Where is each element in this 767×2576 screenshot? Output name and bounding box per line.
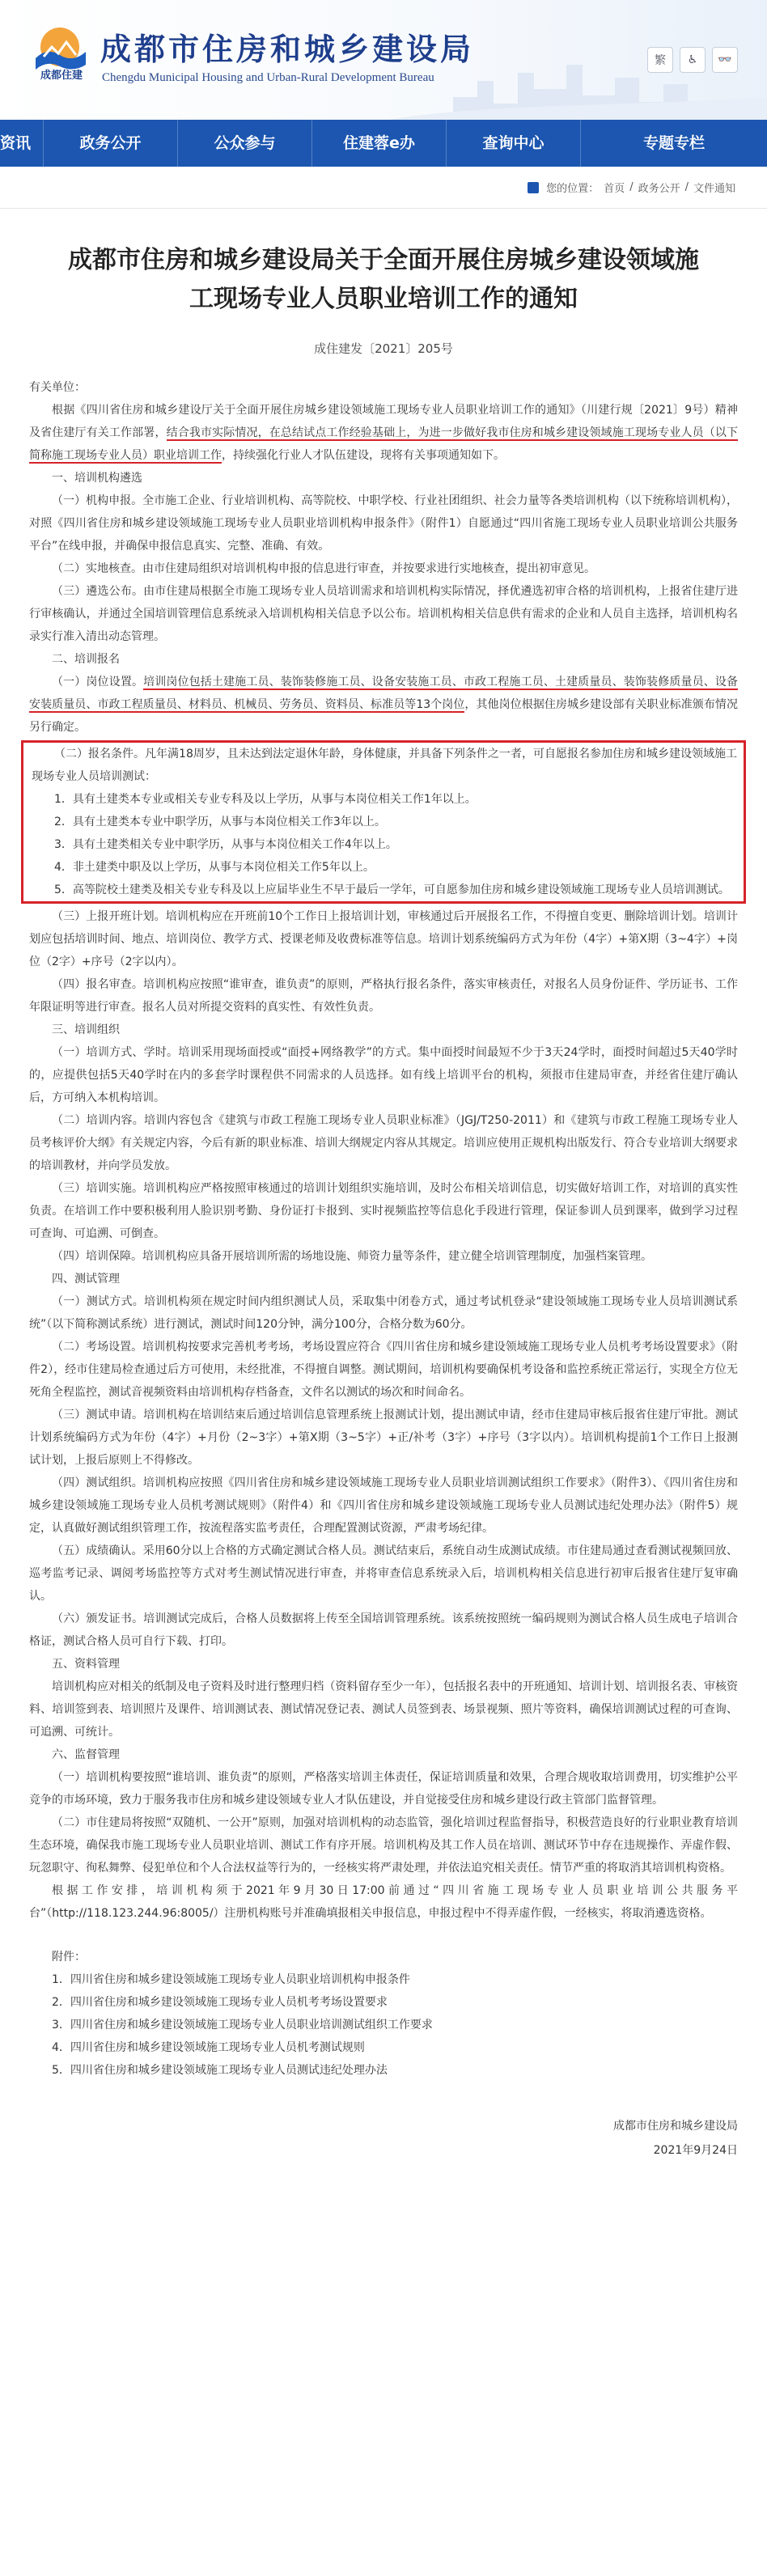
paragraph: （四）培训保障。培训机构应具备开展培训所需的场地设施、师资力量等条件，建立健全培训管理制度，加强档案管理。 — [52, 1250, 652, 1263]
paragraph: （二）培训内容。培训内容包含《建筑与市政工程施工现场专业人员职业标准》（JGJ/T250-2011）和《建筑与市政工程施工现场专业人员考核评价大纲》有关规定内容，今后有新的职业标准、培训大纲规定内容从其规定。培训应使用正规机构出版发行、符合专业培训大纲要求的培训教材，并向学员发放。 — [29, 1114, 738, 1172]
location-icon — [528, 182, 539, 193]
nav-item-gov-affairs[interactable]: 政务公开 — [44, 120, 178, 167]
accessibility-tools — [647, 47, 738, 73]
section-heading: 六、监督管理 — [52, 1748, 120, 1761]
intro-paragraph: 根据《四川省住房和城乡建设厅关于全面开展住房城乡建设领域施工现场专业人员职业培训工作的通知》（川建行规〔2021〕9号）精神及省住建厅有关工作部署，结合我市实际情况，在总结试点工作经验基础上，为进一步做好我市住房和城乡建设领域施工现场专业人员（以下简称施工现场专业人员）职业培训工作，持续强化行业人才队伍建设，现将有关事项通知如下。 — [29, 404, 739, 462]
paragraph: （五）成绩确认。采用60分以上合格的方式确定测试合格人员。测试结束后，系统自动生成测试成绩。市住建局通过查看测试视频回放、巡考监考记录、调阅考场监控等方式对考生测试情况进行审查，并将审查信息系统录入后，培训机构相关信息进行初审后报省住建厅复审确认。 — [29, 1544, 738, 1603]
nav-item-public-participation[interactable]: 公众参与 — [178, 120, 312, 167]
paragraph: （一）机构申报。全市施工企业、行业培训机构、高等院校、中职学校、行业社团组织、社会力量等各类培训机构（以下统称培训机构），对照《四川省住房和城乡建设领域施工现场专业人员职业培训机构申报条件》（附件1）自愿通过“四川省施工现场专业人员职业培训公共服务平台”在线申报，并确保申报信息真实、完整、准确、有效。 — [29, 494, 738, 553]
paragraph: （二）市住建局将按照“双随机、一公开”原则，加强对培训机构的动态监管，强化培训过程监督指导，积极营造良好的行业职业教育培训生态环境，确保我市施工现场专业人员职业培训、测试工作有序开展。培训机构及其工作人员在培训、测试环节中存在违规操作、弄虚作假、玩忽职守、徇私舞弊、侵犯单位和个人合法权益等行为的，一经核实将严肃处理，并依法追究相关责任。情节严重的将取消其培训机构资格。 — [29, 1816, 738, 1875]
paragraph: （二）实地核查。由市住建局组织对培训机构申报的信息进行审查，并按要求进行实地核查，提出初审意见。 — [52, 562, 595, 575]
article-body — [29, 376, 738, 2163]
nav-item-news[interactable]: 资讯 — [0, 120, 44, 167]
section-heading: 四、测试管理 — [52, 1273, 120, 1286]
attachments-label: 附件： — [52, 1951, 86, 1964]
paragraph: （一）测试方式。培训机构须在规定时间内组织测试人员，采取集中闭卷方式，通过考试机登录“建设领域施工现场专业人员培训测试系统”（以下简称测试系统）进行测试，测试时间120分钟，满分100分，合格分数为60分。 — [29, 1295, 738, 1331]
nav-item-special-topics[interactable]: 专题专栏 — [642, 134, 705, 152]
paragraph: （一）岗位设置。培训岗位包括土建施工员、装饰装修施工员、设备安装施工员、市政工程施工员、土建质量员、装饰装修质量员、设备安装质量员、市政工程质量员、材料员、机械员、劳务员、资料员、标准员等13个岗位，其他岗位根据住房城乡建设部有关职业标准颁布情况另行确定。 — [29, 676, 739, 734]
document-number: 成住建发〔2021〕205号 — [314, 341, 453, 356]
glasses-icon[interactable]: 👓 — [712, 47, 738, 73]
traditional-chinese-button[interactable]: 繁 — [647, 47, 673, 73]
logo-label: 成都住建 — [40, 70, 83, 82]
breadcrumb — [0, 167, 767, 209]
attachment-link[interactable]: 5．四川省住房和城乡建设领域施工现场专业人员测试违纪处理办法 — [52, 2064, 388, 2077]
attachments-list — [29, 1946, 738, 2082]
main-nav — [0, 120, 767, 167]
list-item: 5．高等院校土建类及相关专业专科及以上应届毕业生不早于最后一学年，可自愿参加住房和城乡建设领域施工现场专业人员培训测试。 — [54, 883, 730, 896]
paragraph: 培训机构应对相关的纸制及电子资料及时进行整理归档（资料留存至少一年），包括报名表中的开班通知、培训计划、培训报名表、审核资料、培训签到表、培训照片及课件、培训测试表、测试情况登记表、测试人员签到表、场景视频、照片等资料，确保培训测试过程的可查询、可追溯、可统计。 — [29, 1680, 738, 1739]
nav-item-query-center[interactable]: 查询中心 — [447, 120, 581, 167]
paragraph: （六）颁发证书。培训测试完成后，合格人员数据将上传至全国培训管理系统。该系统按照统一编码规则为测试合格人员生成电子培训合格证，测试合格人员可自行下载、打印。 — [29, 1612, 738, 1648]
article — [0, 241, 767, 2163]
sign-date: 2021年9月24日 — [653, 2144, 738, 2157]
site-header — [0, 0, 767, 120]
site-subtitle: Chengdu Municipal Housing and Urban-Rural Development Bureau — [102, 71, 434, 84]
paragraph: 根据工作安排，培训机构须于2021年9月30日17:00前通过“四川省施工现场专业人员职业培训公共服务平台”（http://118.123.244.96:8005/）注册机构账号并准确填报相关申报信息，申报过程中不得弄虚作假，一经核实，将取消遴选资格。 — [29, 1884, 738, 1920]
list-item: 4．非土建类中职及以上学历，从事与本岗位相关工作5年以上。 — [54, 861, 375, 874]
paragraph: （二）考场设置。培训机构按要求完善机考考场，考场设置应符合《四川省住房和城乡建设领域施工现场专业人员机考考场设置要求》（附件2），经市住建局检查通过后方可使用，未经批准，不得擅自调整。测试期间，培训机构要确保机考设备和监控系统正常运行，实现全方位无死角全程监控，测试音视频资料由培训机构存档备查，文件名以测试的场次和时间命名。 — [29, 1341, 738, 1399]
breadcrumb-gov-affairs[interactable]: 政务公开 — [638, 183, 680, 195]
paragraph: （四）报名审查。培训机构应按照“谁审查，谁负责”的原则，严格执行报名条件，落实审核责任，对报名人员身份证件、学历证书、工作年限证明等进行审查。报名人员对所提交资料的真实性、有效性负责。 — [29, 978, 738, 1014]
highlight-box — [21, 740, 746, 904]
breadcrumb-sep: / — [629, 181, 634, 193]
site-title: 成都市住房和城乡建设局 — [100, 32, 475, 67]
section-heading: 二、培训报名 — [52, 653, 120, 666]
section-heading: 三、培训组织 — [52, 1023, 120, 1036]
section-heading: 一、培训机构遴选 — [52, 472, 142, 485]
page-title: 成都市住房和城乡建设局关于全面开展住房城乡建设领域施工现场专业人员职业培训工作的通知 — [68, 246, 699, 313]
accessibility-icon[interactable]: ♿ — [680, 47, 706, 73]
list-item: 2．具有土建类本专业中职学历，从事与本岗位相关工作3年以上。 — [54, 816, 386, 828]
paragraph: （一）培训方式、学时。培训采用现场面授或“面授+网络教学”的方式。集中面授时间最短不少于3天24学时，面授时间超过5天40学时的，应提供包括5天40学时在内的多套学时课程供不同需求的人员选择。如有线上培训平台的机构，须报市住建局审查，并经省住建厅确认后，方可纳入本机构培训。 — [29, 1046, 738, 1104]
paragraph: （三）上报开班计划。培训机构应在开班前10个工作日上报培训计划，审核通过后开展报名工作，不得擅自变更、删除培训计划。培训计划应包括培训时间、地点、培训岗位、教学方式、授课老师及收费标准等信息。培训计划系统编码方式为年份（4字）+第X期（3~4字）+岗位（2字）+序号（2字以内）。 — [29, 910, 738, 968]
attachment-link[interactable]: 2．四川省住房和城乡建设领域施工现场专业人员机考考场设置要求 — [52, 1996, 388, 2009]
highlight-underline: 培训岗位包括土建施工员、装饰装修施工员、设备安装施工员、市政工程施工员、土建质量员、装饰装修质量员、设备安装质量员、市政工程质量员、材料员、机械员、劳务员、资料员、标准员等13个岗位 — [29, 676, 739, 711]
paragraph: （三）测试申请。培训机构在培训结束后通过培训信息管理系统上报测试计划，提出测试申请，经市住建局审核后报省住建厅审批。测试计划系统编码方式为年份（4字）+月份（2~3字）+第X期（3~5字）+正/补考（3字）+序号（3字以内）。培训机构提前1个工作日上报测试计划，上报后原则上不得修改。 — [29, 1409, 738, 1467]
attachment-link[interactable]: 4．四川省住房和城乡建设领域施工现场专业人员机考测试规则 — [52, 2041, 365, 2054]
nav-item-e-service[interactable]: 住建蓉e办 — [312, 120, 447, 167]
attachment-link[interactable]: 3．四川省住房和城乡建设领域施工现场专业人员职业培训测试组织工作要求 — [52, 2019, 433, 2032]
paragraph: （二）报名条件。凡年满18周岁，且未达到法定退休年龄，身体健康，并具备下列条件之一者，可自愿报名参加住房和城乡建设领域施工现场专业人员培训测试： — [32, 748, 737, 783]
breadcrumb-notices[interactable]: 文件通知 — [693, 183, 735, 195]
breadcrumb-label: 您的位置： — [546, 183, 600, 195]
salutation: 有关单位： — [29, 381, 86, 394]
paragraph: （一）培训机构要按照“谁培训、谁负责”的原则，严格落实培训主体责任，保证培训质量和效果，合理合规收取培训费用，切实维护公平竞争的市场环境，致力于服务我市住房和城乡建设领域专业人才队伍建设，并自觉接受住房和城乡建设行政主管部门监督管理。 — [29, 1771, 738, 1807]
signature-block — [29, 2114, 738, 2163]
signer: 成都市住房和城乡建设局 — [613, 2120, 738, 2133]
highlight-underline: 结合我市实际情况，在总结试点工作经验基础上，为进一步做好我市住房和城乡建设领域施工现场专业人员（以下简称施工现场专业人员）职业培训工作 — [29, 426, 739, 462]
list-item: 1．具有土建类本专业或相关专业专科及以上学历，从事与本岗位相关工作1年以上。 — [54, 793, 477, 806]
paragraph: （三）遴选公布。由市住建局根据全市施工现场专业人员培训需求和培训机构实际情况，择优遴选初审合格的培训机构，上报省住建厅进行审核确认，并通过全国培训管理信息系统录入培训机构相关信息予以公布。培训机构相关信息供有需求的企业和人员自主选择，培训机构名录实行准入清出动态管理。 — [29, 585, 738, 643]
paragraph: （三）培训实施。培训机构应严格按照审核通过的培训计划组织实施培训，及时公布相关培训信息，切实做好培训工作，对培训的真实性负责。在培训工作中要积极利用人脸识别考勤、身份证打卡报到、实时视频监控等信息化手段进行管理，保证参训人员到课率，做到学习过程可查询、可追溯、可倒查。 — [29, 1182, 738, 1240]
breadcrumb-sep: / — [684, 181, 689, 193]
section-heading: 五、资料管理 — [52, 1658, 120, 1671]
list-item: 3．具有土建类相关专业中职学历，从事与本岗位相关工作4年以上。 — [54, 838, 397, 851]
breadcrumb-home[interactable]: 首页 — [604, 183, 625, 195]
paragraph: （四）测试组织。培训机构应按照《四川省住房和城乡建设领域施工现场专业人员职业培训测试组织工作要求》（附件3）、《四川省住房和城乡建设领域施工现场专业人员机考测试规则》（附件4）和《四川省住房和城乡建设领域施工现场专业人员测试违纪处理办法》（附件5）规定，认真做好测试组织管理工作，按流程落实监考责任，合理配置测试资源，严肃考场纪律。 — [29, 1477, 738, 1535]
attachment-link[interactable]: 1．四川省住房和城乡建设领域施工现场专业人员职业培训机构申报条件 — [52, 1973, 410, 1986]
